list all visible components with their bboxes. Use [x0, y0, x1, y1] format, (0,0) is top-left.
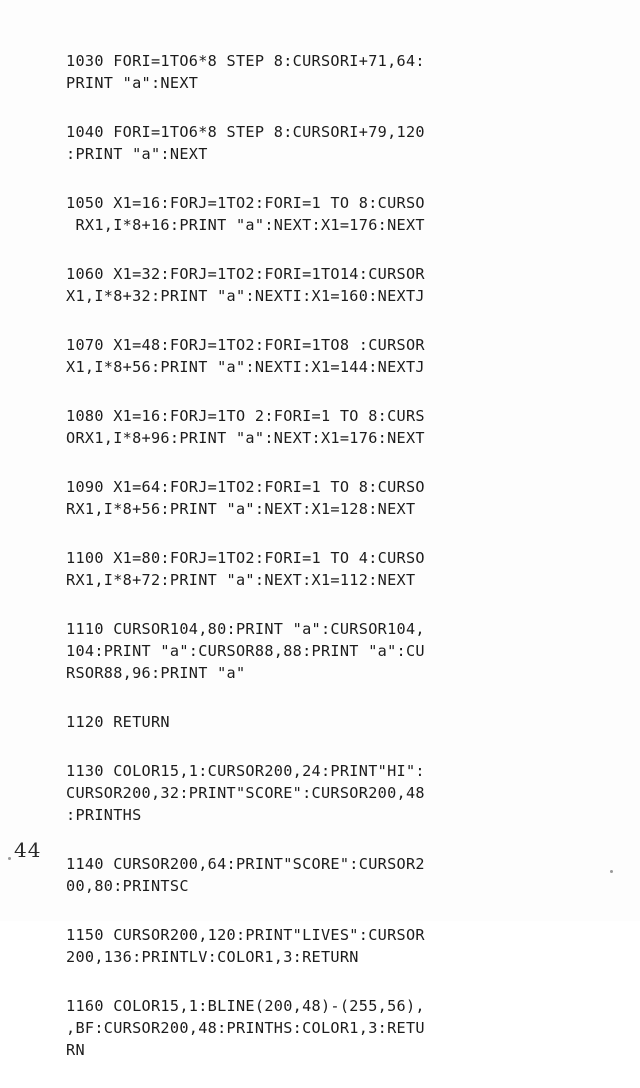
code-line: 1030 FORI=1TO6*8 STEP 8:CURSORI+71,64:	[66, 52, 425, 70]
code-line: 1150 CURSOR200,120:PRINT"LIVES":CURSOR	[66, 926, 425, 944]
code-statement	[66, 121, 566, 165]
code-line: 1120 RETURN	[66, 713, 170, 731]
code-line: X1,I*8+32:PRINT "a":NEXTI:X1=160:NEXTJ	[66, 287, 425, 305]
code-statement	[66, 334, 566, 378]
program-listing	[66, 50, 566, 1088]
code-line: 200,136:PRINTLV:COLOR1,3:RETURN	[66, 948, 359, 966]
code-line: 1160 COLOR15,1:BLINE(200,48)-(255,56),	[66, 997, 425, 1015]
paper-speck	[610, 870, 613, 873]
page-number: 44	[14, 838, 42, 862]
code-line: RX1,I*8+72:PRINT "a":NEXT:X1=112:NEXT	[66, 571, 416, 589]
code-line: ORX1,I*8+96:PRINT "a":NEXT:X1=176:NEXT	[66, 429, 425, 447]
code-line: RSOR88,96:PRINT "a"	[66, 664, 246, 682]
code-statement	[66, 924, 566, 968]
code-statement	[66, 50, 566, 94]
code-line: RX1,I*8+56:PRINT "a":NEXT:X1=128:NEXT	[66, 500, 416, 518]
code-line: 1050 X1=16:FORJ=1TO2:FORI=1 TO 8:CURSO	[66, 194, 425, 212]
code-line: X1,I*8+56:PRINT "a":NEXTI:X1=144:NEXTJ	[66, 358, 425, 376]
code-line: 1040 FORI=1TO6*8 STEP 8:CURSORI+79,120	[66, 123, 425, 141]
code-statement	[66, 263, 566, 307]
code-line: 104:PRINT "a":CURSOR88,88:PRINT "a":CU	[66, 642, 425, 660]
paper-speck	[8, 857, 11, 860]
code-line: 1060 X1=32:FORJ=1TO2:FORI=1TO14:CURSOR	[66, 265, 425, 283]
code-line: :PRINTHS	[66, 806, 142, 824]
code-line: 1090 X1=64:FORJ=1TO2:FORI=1 TO 8:CURSO	[66, 478, 425, 496]
code-line: 1110 CURSOR104,80:PRINT "a":CURSOR104,	[66, 620, 425, 638]
code-statement	[66, 853, 566, 897]
code-statement	[66, 547, 566, 591]
code-statement	[66, 405, 566, 449]
code-line: RX1,I*8+16:PRINT "a":NEXT:X1=176:NEXT	[66, 216, 425, 234]
code-line: 1080 X1=16:FORJ=1TO 2:FORI=1 TO 8:CURS	[66, 407, 425, 425]
code-statement	[66, 476, 566, 520]
code-line: ,BF:CURSOR200,48:PRINTHS:COLOR1,3:RETU	[66, 1019, 425, 1037]
code-line: 00,80:PRINTSC	[66, 877, 189, 895]
code-line: :PRINT "a":NEXT	[66, 145, 208, 163]
code-line: 1130 COLOR15,1:CURSOR200,24:PRINT"HI":	[66, 762, 425, 780]
code-statement	[66, 995, 566, 1061]
code-line: 1140 CURSOR200,64:PRINT"SCORE":CURSOR2	[66, 855, 425, 873]
code-statement	[66, 760, 566, 826]
code-statement	[66, 192, 566, 236]
code-statement	[66, 711, 566, 733]
code-line: 1100 X1=80:FORJ=1TO2:FORI=1 TO 4:CURSO	[66, 549, 425, 567]
code-line: PRINT "a":NEXT	[66, 74, 199, 92]
code-statement	[66, 618, 566, 684]
code-line: RN	[66, 1041, 85, 1059]
code-line: CURSOR200,32:PRINT"SCORE":CURSOR200,48	[66, 784, 425, 802]
code-line: 1070 X1=48:FORJ=1TO2:FORI=1TO8 :CURSOR	[66, 336, 425, 354]
